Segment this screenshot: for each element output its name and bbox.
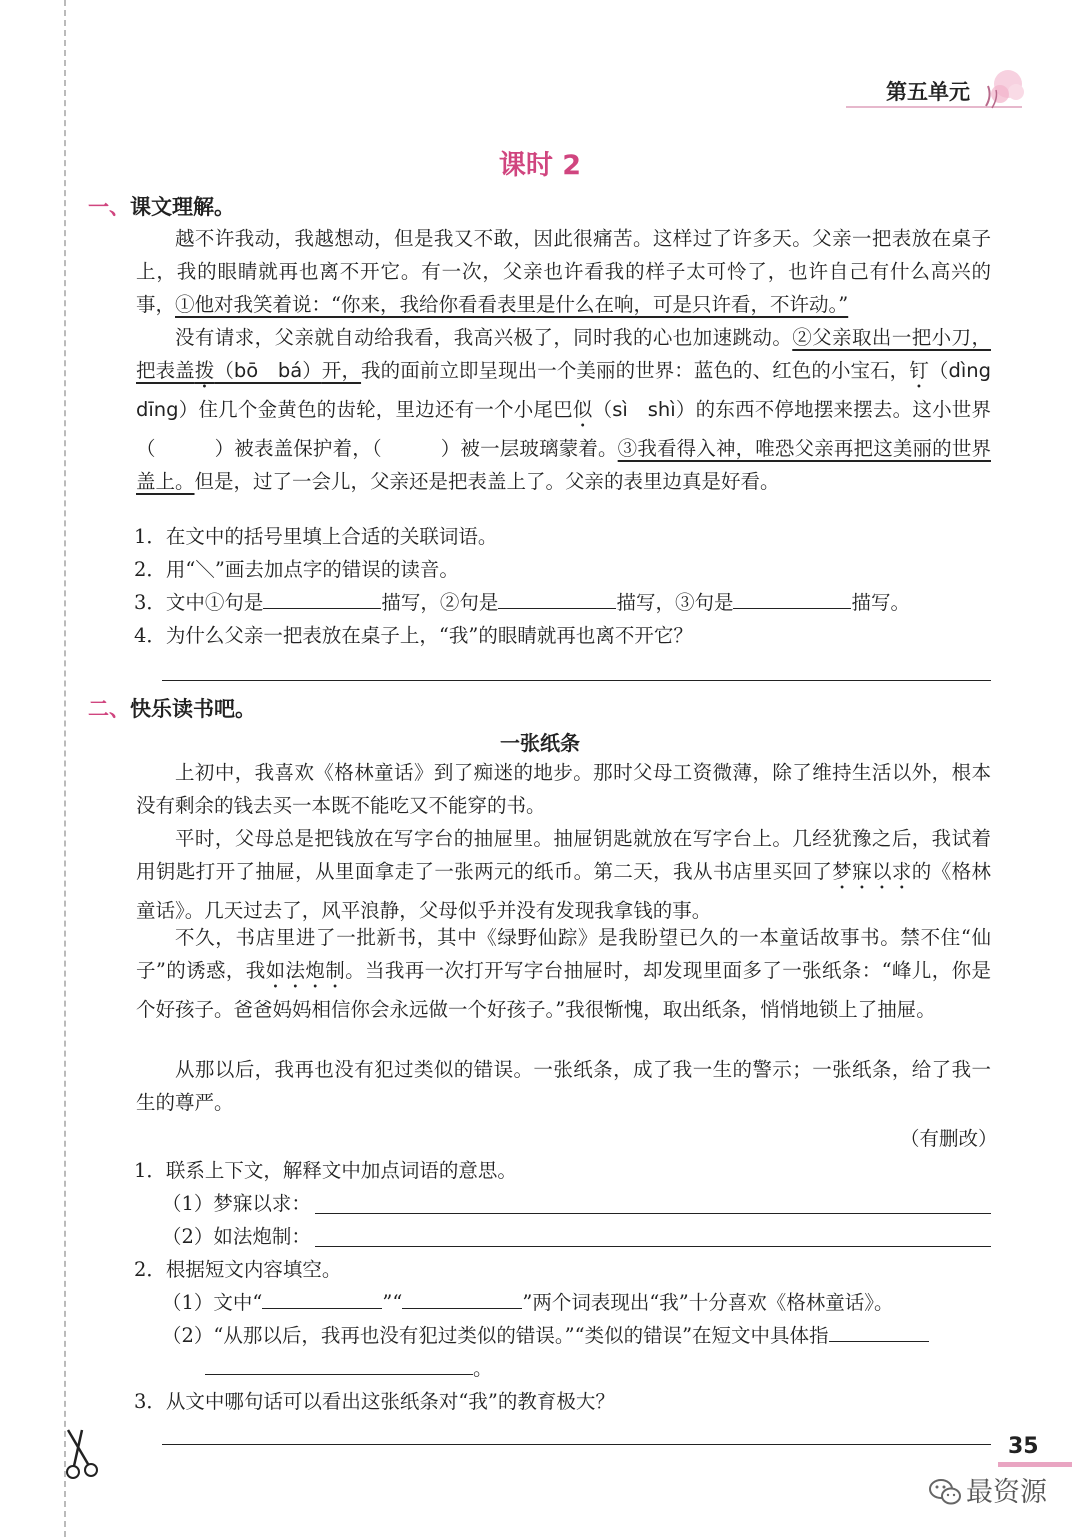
source-note: （有删改） <box>900 1127 998 1150</box>
q3-blank-1[interactable] <box>263 588 381 609</box>
pinyin-si: （sì shì） <box>592 398 696 421</box>
pinyin-bo: （bō bá） <box>214 359 322 382</box>
cut-line <box>64 0 66 1537</box>
p3-text-b: 。当我再一次打开写字台抽屉时，却发现里面多了一张纸条：“峰儿，你是个好孩子。爸爸妈妈相信你会永远做一个好孩子。”我很惭愧，取出纸条，悄悄地锁上了抽屉。 <box>136 959 991 1021</box>
page-number-bar <box>998 1462 1072 1467</box>
lesson-title: 课时 2 <box>498 150 582 181</box>
s2-question-3: 3．从文中哪句话可以看出这张纸条对“我”的教育极大？ <box>134 1390 615 1413</box>
story-paragraph-4: 从那以后，我再也没有犯过类似的错误。一张纸条，成了我一生的警示；一张纸条，给了我一生的尊严。 <box>136 1058 991 1114</box>
q3-blank-3[interactable] <box>733 588 851 609</box>
q3-text-c: 描写，③句是 <box>616 591 734 614</box>
s2-question-1-2: （2）如法炮制： <box>162 1225 311 1248</box>
q2-1-text-b: ”“ <box>382 1291 403 1314</box>
page-number: 35 <box>1008 1434 1039 1459</box>
pinyin-ding: （dìng dīng） <box>136 359 1011 421</box>
s2-question-2: 2．根据短文内容填空。 <box>134 1258 342 1281</box>
p3-text-a: 不久，书店里进了一批新书，其中《绿野仙踪》是我盼望已久的一本童话故事书。禁不住“仙子”的诱惑，我 <box>136 926 991 982</box>
s1-question-3 <box>134 586 910 619</box>
para2-text-b: 我的面前立即呈现出一个美丽的世界：蓝色的、红色的小宝石， <box>361 359 910 382</box>
s2-question-1-1: （1）梦寐以求： <box>162 1192 311 1215</box>
s1-question-2: 2．用“＼”画去加点字的错误的读音。 <box>134 558 459 581</box>
q2-1-text-a: （1）文中“ <box>162 1291 263 1314</box>
q2-2-blank-2[interactable] <box>205 1354 473 1375</box>
dotted-word-rufa: 如法炮制 <box>265 959 346 982</box>
q2-1-blank-1[interactable] <box>262 1288 382 1309</box>
q2-1-blank-2[interactable] <box>402 1288 522 1309</box>
dotted-char-si: 似 <box>572 398 593 421</box>
sentence-2-a: ②父亲取出一把小刀，把表盖 <box>136 326 991 382</box>
q2-2-blank-1[interactable] <box>829 1321 929 1342</box>
p2-text-a: 平时，父母总是把钱放在写字台的抽屉里。抽屉钥匙就放在写字台上。几经犹豫之后，我试着用钥匙打开了抽屉，从里面拿走了一张两元的纸币。第二天，我从书店里买回了 <box>136 827 991 883</box>
para2-text-e: 但是，过了一会儿，父亲还是把表盖上了。父亲的表里边真是好看。 <box>194 470 780 493</box>
scissors-icon <box>62 1428 102 1482</box>
s2-q3-answer-line[interactable] <box>162 1444 991 1445</box>
s2-question-2-2-cont <box>205 1352 493 1385</box>
q2-1-text-c: ”两个词表现出“我”十分喜欢《格林童话》。 <box>522 1291 894 1314</box>
section-1-heading <box>88 191 235 221</box>
s1-question-4: 4．为什么父亲一把表放在桌子上，“我”的眼睛就再也离不开它？ <box>134 624 693 647</box>
q1-1-answer-line[interactable] <box>315 1213 991 1214</box>
story-paragraph-1: 上初中，我喜欢《格林童话》到了痴迷的地步。那时父母工资微薄，除了维持生活以外，根本没有剩余的钱去买一本既不能吃又不能穿的书。 <box>136 761 991 817</box>
story-paragraph-2 <box>136 822 991 927</box>
q4-answer-line[interactable] <box>162 680 991 681</box>
q1-2-answer-line[interactable] <box>315 1246 991 1247</box>
p2-text-b: 的《格林童话》。几天过去了，风平浪静，父母似乎并没有发现我拿钱的事。 <box>136 860 991 922</box>
section-1-number: 一、 <box>88 195 130 219</box>
q3-text-b: 描写，②句是 <box>381 591 499 614</box>
dotted-char-ding: 钉 <box>909 359 929 382</box>
watermark-text: 最资源 <box>966 1477 1047 1508</box>
section-1-title: 课文理解。 <box>130 195 235 219</box>
sentence-1: ①他对我笑着说：“你来，我给你看看表里是什么在响，可是只许看，不许动。” <box>175 293 849 316</box>
s1-question-1: 1．在文中的括号里填上合适的关联词语。 <box>134 525 498 548</box>
s2-question-2-2 <box>162 1319 929 1352</box>
wechat-icon <box>928 1478 962 1506</box>
q2-2-end: 。 <box>473 1357 493 1380</box>
para2-text-a: 没有请求，父亲就自动给我看，我高兴极了，同时我的心也加速跳动。 <box>175 326 793 349</box>
dotted-word-mengmei: 梦寐以求 <box>832 860 912 883</box>
para1-text: 越不许我动，我越想动，但是我又不敢，因此很痛苦。这样过了许多天。父亲一把表放在桌子上，我的眼睛就再也离不开它。有一次，父亲也许看我的样子太可怜了，也许自己有什么高兴的事， <box>136 227 991 316</box>
passage-1-paragraph-1 <box>136 222 991 321</box>
q3-text-a: 3．文中①句是 <box>134 591 264 614</box>
section-2-number: 二、 <box>88 697 130 721</box>
section-2-title: 快乐读书吧。 <box>130 697 256 721</box>
q3-blank-2[interactable] <box>498 588 616 609</box>
passage-1-paragraph-2 <box>136 321 1011 498</box>
para2-text-d: 的东西不停地摆来摆去。这小世界（ ）被表盖保护着，（ ）被一层玻璃蒙着。 <box>136 398 991 460</box>
unit-label: 第五单元 <box>886 80 970 104</box>
q2-2-text-a: （2）“从那以后，我再也没有犯过类似的错误。”“类似的错误”在短文中具体指 <box>162 1324 829 1347</box>
s2-question-1: 1．联系上下文，解释文中加点词语的意思。 <box>134 1159 517 1182</box>
s2-question-2-1 <box>162 1286 894 1319</box>
sentence-2-b: 开， <box>321 359 362 382</box>
section-2-heading <box>88 693 256 723</box>
q3-text-d: 描写。 <box>851 591 910 614</box>
story-paragraph-3 <box>136 921 991 1026</box>
para2-text-c: 住几个金黄色的齿轮，里边还有一个小尾巴 <box>198 398 573 421</box>
sentence-3: ③我看得入神，唯恐父亲再把这美丽的世界盖上。 <box>136 437 991 493</box>
story-title: 一张纸条 <box>500 731 580 755</box>
flower-icon <box>978 66 1026 110</box>
dotted-char-bo: 拨 <box>194 359 215 382</box>
